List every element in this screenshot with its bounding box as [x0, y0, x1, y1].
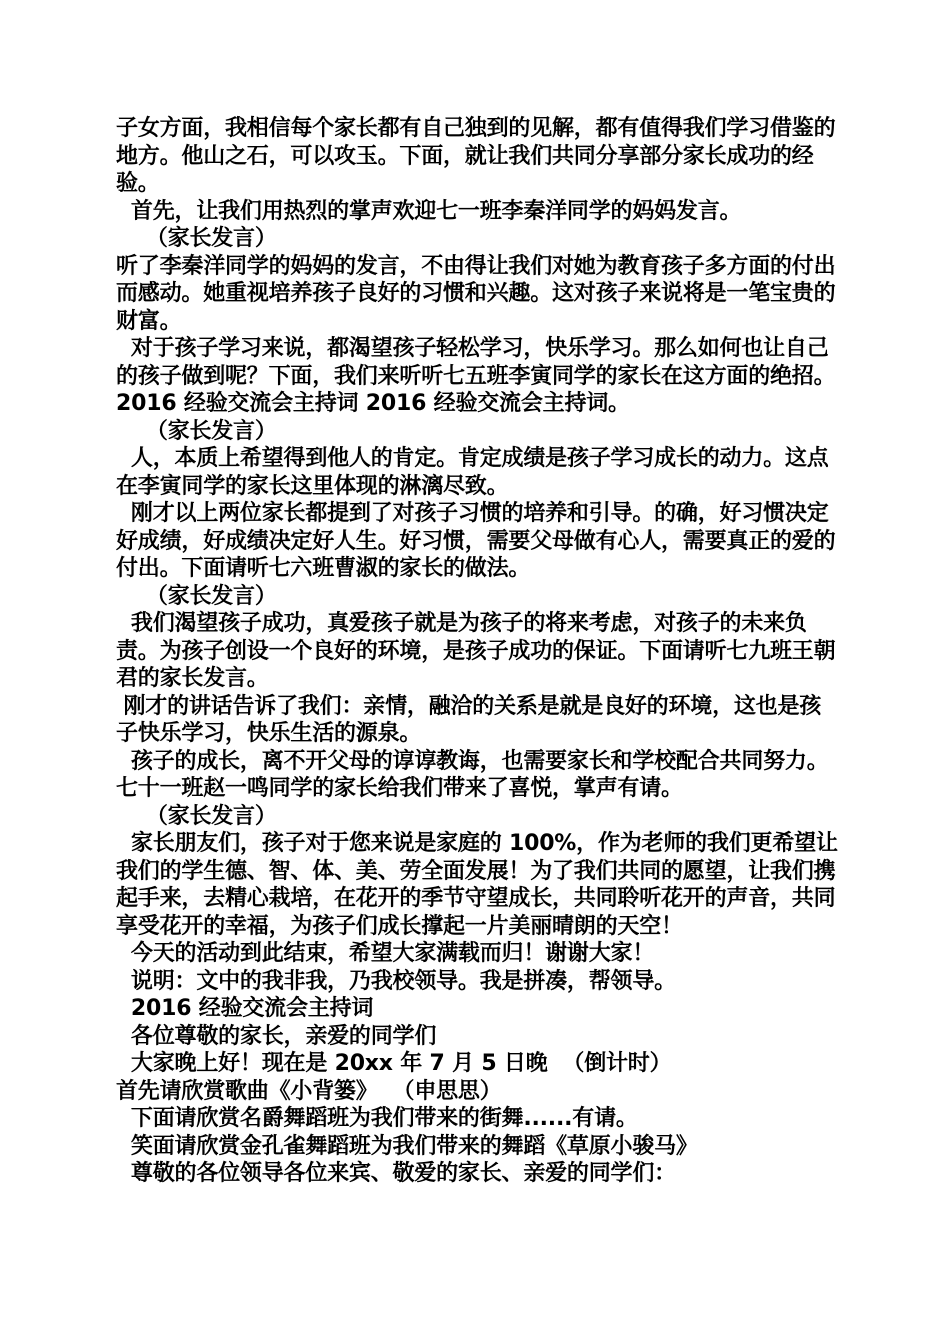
paragraph: 首先请欣赏歌曲《小背篓》 （申思思）	[116, 1078, 502, 1104]
paragraph: （家长发言）	[116, 418, 277, 444]
paragraph: 孩子的成长，离不开父母的谆谆教诲，也需要家长和学校配合共同努力。七十一班赵一鸣同学的家长给我们带来了喜悦，掌声有请。	[116, 748, 829, 801]
paragraph: 听了李秦洋同学的妈妈的发言，不由得让我们对她为教育孩子多方面的付出而感动。她重视培养孩子良好的习惯和兴趣。这对孩子来说将是一笔宝贵的财富。	[116, 253, 836, 334]
paragraph: 今天的活动到此结束，希望大家满载而归！谢谢大家！	[116, 941, 655, 966]
paragraph: 家长朋友们，孩子对于您来说是家庭的 100%，作为老师的我们更希望让我们的学生德、智、体、美、劳全面发展！为了我们共同的愿望，让我们携起手来，去精心栽培，在花开的季节守望成长，共同聆听花开的声音，共同享受花开的幸福，为孩子们成长撑起一片美丽晴朗的天空！	[116, 831, 838, 939]
paragraph: 大家晚上好！现在是 20xx 年 7 月 5 日晚 （倒计时）	[116, 1051, 672, 1076]
paragraph: 下面请欣赏名爵舞蹈班为我们带来的街舞......有请。	[116, 1106, 638, 1131]
paragraph: 2016 经验交流会主持词	[116, 996, 374, 1021]
paragraph: 子女方面，我相信每个家长都有自己独到的见解，都有值得我们学习借鉴的地方。他山之石，可以攻玉。下面，就让我们共同分享部分家长成功的经验。	[116, 116, 836, 196]
paragraph: 尊敬的各位领导各位来宾、敬爱的家长、亲爱的同学们：	[116, 1161, 676, 1186]
document-page	[116, 115, 838, 1188]
paragraph: 刚才的讲话告诉了我们：亲情，融洽的关系是就是良好的环境，这也是孩子快乐学习，快乐生活的源泉。	[116, 693, 822, 746]
paragraph: 首先，让我们用热烈的掌声欢迎七一班李秦洋同学的妈妈发言。	[116, 198, 742, 224]
paragraph: 我们渴望孩子成功，真爱孩子就是为孩子的将来考虑，对孩子的未来负责。为孩子创设一个良好的环境，是孩子成功的保证。下面请听七九班王朝君的家长发言。	[116, 611, 836, 691]
paragraph: 刚才以上两位家长都提到了对孩子习惯的培养和引导。的确，好习惯决定好成绩，好成绩决定好人生。好习惯，需要父母做有心人，需要真正的爱的付出。下面请听七六班曹淑的家长的做法。	[116, 501, 836, 581]
paragraph: 说明：文中的我非我，乃我校领导。我是拼凑，帮领导。	[116, 968, 676, 994]
paragraph: 对于孩子学习来说，都渴望孩子轻松学习，快乐学习。那么如何也让自己的孩子做到呢？下面，我们来听听七五班李寅同学的家长在这方面的绝招。2016 经验交流会主持词 2016 经验交流会主持词。	[116, 336, 836, 416]
paragraph: 各位尊敬的家长，亲爱的同学们	[116, 1023, 437, 1049]
paragraph: （家长发言）	[116, 226, 277, 251]
paragraph: （家长发言）	[116, 803, 277, 829]
paragraph: 笑面请欣赏金孔雀舞蹈班为我们带来的舞蹈《草原小骏马》	[116, 1133, 698, 1159]
paragraph: 人，本质上希望得到他人的肯定。肯定成绩是孩子学习成长的动力。这点在李寅同学的家长这里体现的淋漓尽致。	[116, 446, 829, 499]
paragraph: （家长发言）	[116, 583, 277, 609]
